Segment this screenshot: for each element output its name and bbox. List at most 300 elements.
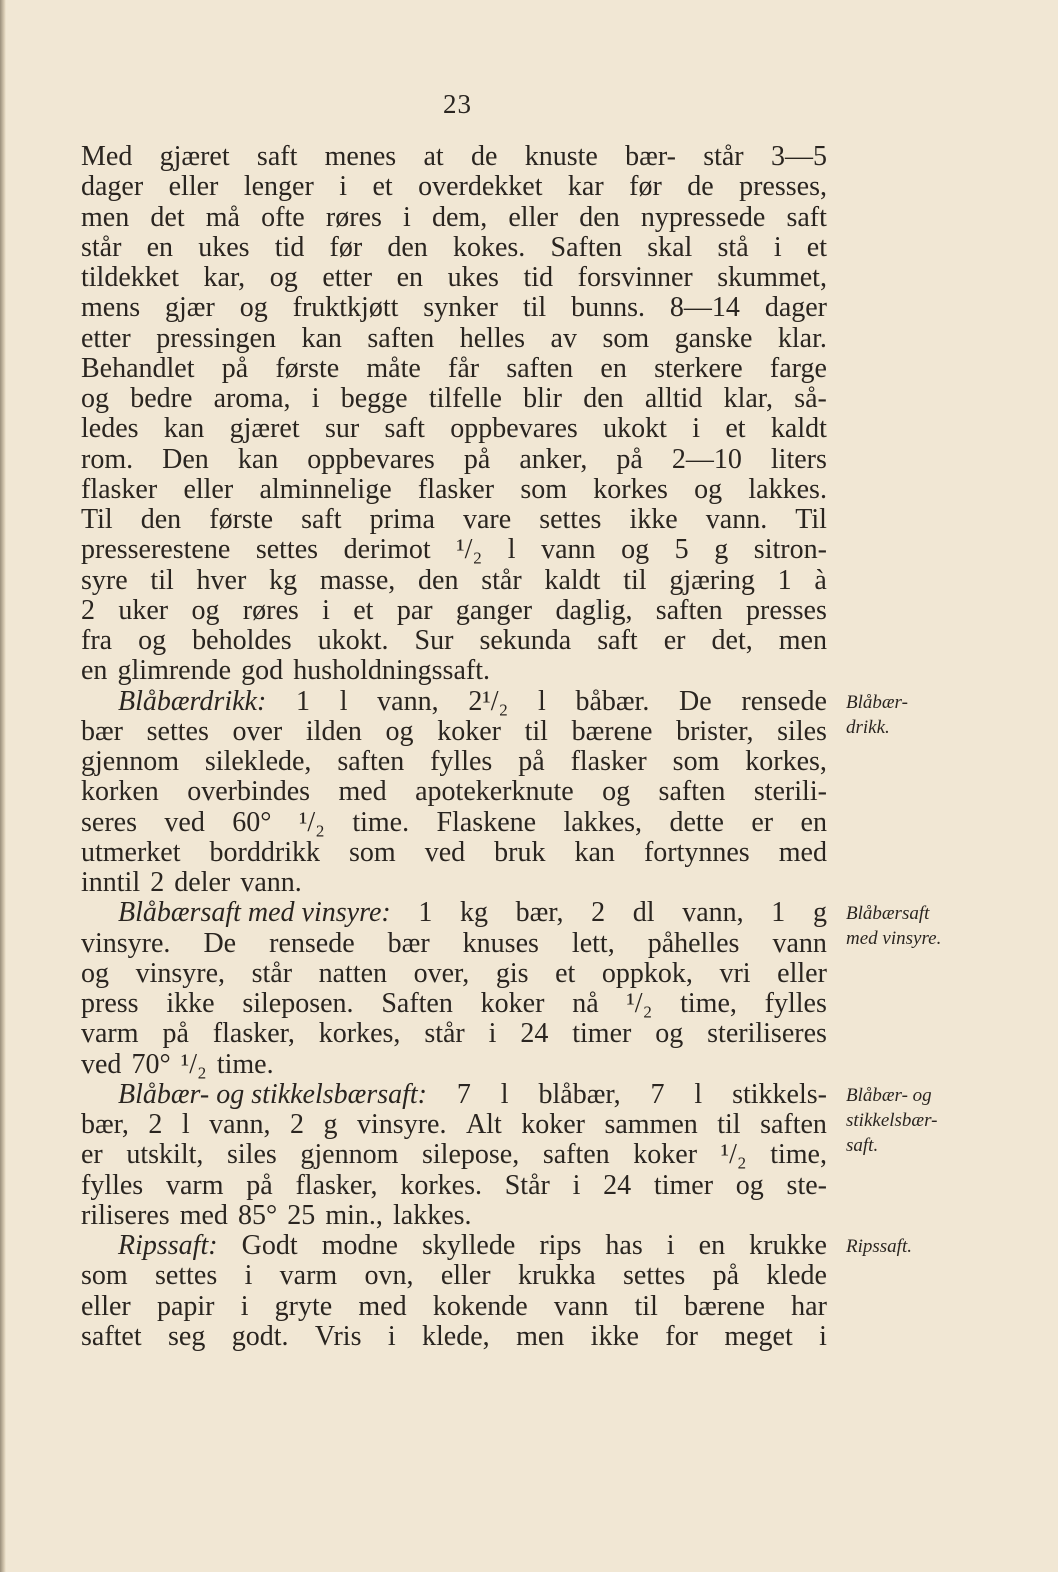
word: 24 [603, 1169, 632, 1201]
word: koker [480, 988, 545, 1019]
word: vann. [240, 867, 302, 898]
word: den [579, 201, 620, 233]
word: Til [795, 504, 827, 535]
margin-note-line: Blåbær- og [846, 1084, 932, 1106]
margin-note [846, 901, 941, 951]
word: steriliseres [707, 1018, 827, 1050]
text-line [81, 989, 827, 1019]
word: på [518, 746, 545, 777]
word: kokes. [452, 231, 526, 263]
word: l [507, 534, 516, 566]
text-line [81, 293, 827, 323]
word: eller [777, 957, 827, 989]
word: måte [366, 352, 421, 384]
text-line [81, 1201, 827, 1231]
word: 7 [650, 1078, 665, 1110]
word: på [712, 1260, 740, 1292]
word: i [339, 171, 347, 203]
word: til [717, 1109, 741, 1140]
word: sur [324, 413, 360, 445]
word: til [623, 564, 647, 596]
word: bruk [494, 836, 546, 868]
word: saften [760, 1109, 827, 1140]
word: gryte [274, 1290, 333, 1322]
word: et [725, 413, 746, 445]
word: lenger [243, 171, 314, 203]
word: bærene [684, 1290, 765, 1322]
word: i [773, 231, 782, 263]
word: er [663, 625, 686, 656]
word: sileklede, [204, 746, 312, 777]
word: apotekerknute [415, 776, 574, 808]
word: står [424, 1018, 465, 1050]
word: kar, [203, 262, 246, 293]
word: de [687, 171, 714, 203]
word: menes [324, 141, 397, 172]
word: ¹/₂ [626, 988, 653, 1019]
word: vann. [705, 504, 768, 535]
word: Til [81, 504, 113, 535]
word: l [537, 685, 546, 717]
word: vinsyre. [81, 927, 171, 959]
text-line [81, 1171, 827, 1201]
word: par [396, 594, 433, 626]
word: fortynnes [643, 836, 750, 868]
word: et [806, 231, 827, 263]
word: kar [567, 171, 604, 203]
word: oppkok, [601, 957, 693, 989]
word: sterili- [753, 776, 827, 808]
word: men [516, 1320, 565, 1352]
word: ikke [166, 988, 215, 1019]
text-line [81, 777, 827, 807]
word: fra [81, 625, 113, 656]
margin-note [846, 1083, 937, 1158]
word: som [520, 473, 567, 505]
word: l [694, 1078, 703, 1110]
word: 2 [591, 897, 606, 929]
word: korkes, [745, 746, 827, 777]
word: saft [384, 413, 425, 445]
text-line [81, 808, 827, 838]
word: 1 [771, 897, 786, 929]
word: tildekket [81, 262, 179, 293]
text-line [81, 1110, 827, 1140]
word: en [800, 806, 827, 838]
word: 24 [520, 1018, 549, 1050]
word: klar. [777, 322, 827, 354]
text-line [81, 324, 827, 354]
word: Sur [414, 625, 454, 656]
word: den [387, 231, 428, 263]
word: i [819, 1320, 827, 1352]
word: vann, [377, 685, 439, 717]
word: første [209, 504, 274, 535]
word: blir [523, 383, 562, 414]
margin-note-line: stikkelsbær- [846, 1109, 938, 1131]
word: saft [256, 141, 298, 172]
word: påhelles [647, 927, 740, 959]
word: korkes, [318, 1018, 401, 1050]
word: mens [81, 292, 141, 324]
word: over [232, 715, 283, 747]
word: ste- [786, 1169, 827, 1201]
text-line [81, 475, 827, 505]
word: utskilt, [126, 1139, 204, 1171]
word: 85° [238, 1199, 278, 1231]
word: kokende [432, 1290, 528, 1322]
word: saften [367, 322, 435, 354]
word: kan [574, 836, 615, 868]
word: vri [719, 957, 751, 989]
body-text [81, 142, 827, 1352]
word: på [162, 1018, 189, 1050]
word: begge [340, 383, 408, 414]
word: Står [504, 1169, 550, 1201]
word: båbær. [575, 685, 650, 717]
word: korkes [593, 473, 668, 505]
word: før [629, 171, 662, 203]
word: gjær [165, 292, 215, 324]
word: saften [655, 594, 723, 626]
margin-note-line: Ripssaft. [846, 1236, 912, 1257]
word: vann, [682, 897, 744, 929]
word: krukka [517, 1260, 596, 1292]
word: koker [437, 715, 501, 747]
margin-note-line: med vinsyre. [846, 928, 942, 950]
word: à [814, 564, 827, 596]
word: borddrikk [209, 836, 320, 868]
word: en [146, 231, 174, 263]
text-line [81, 838, 827, 868]
word: bunns. [571, 292, 645, 324]
word: natten [318, 957, 388, 989]
word: meget [724, 1320, 793, 1352]
margin-note-line: drikk. [846, 716, 890, 738]
word: brister, [676, 715, 754, 747]
text-line [81, 929, 827, 959]
word: ¹/₂ [180, 1048, 207, 1080]
word: for [665, 1320, 698, 1352]
recipe-title: Blåbær- og stikkelsbærsaft: [118, 1078, 427, 1110]
margin-note [846, 1234, 912, 1259]
page-number: 23 [443, 89, 472, 119]
text-line [81, 1019, 827, 1049]
recipe-title: Blåbærdrikk: [118, 685, 267, 717]
word: eller [508, 201, 559, 233]
word: på [246, 1169, 273, 1201]
word: ganger [455, 594, 533, 626]
word: klede, [422, 1320, 490, 1352]
word: skyllede [421, 1230, 516, 1261]
word: som [349, 836, 396, 868]
word: overdekket [418, 171, 543, 203]
text-line [81, 445, 827, 475]
word: etter [81, 322, 131, 354]
text-line [81, 1261, 827, 1291]
word: det [150, 201, 185, 233]
word: det, [711, 625, 753, 656]
margin-note-line: Blåbær- [846, 691, 908, 713]
text-line [81, 747, 827, 777]
word: får [448, 352, 480, 384]
word: l [181, 1109, 190, 1140]
word: eller [440, 1260, 491, 1292]
word: vann, [209, 1109, 271, 1140]
word: ilden [305, 715, 362, 747]
word: bedre [130, 383, 193, 414]
word: settes [146, 715, 209, 747]
word: og [239, 292, 268, 324]
word: ovn, [364, 1260, 414, 1292]
text-line [81, 687, 827, 717]
word: som [672, 746, 720, 777]
word: 60° [232, 806, 272, 838]
word: syre [81, 564, 128, 596]
word: står [703, 141, 744, 172]
word: lakkes. [748, 473, 827, 505]
text-line [81, 535, 827, 565]
text-line [81, 354, 827, 384]
word: stå [717, 231, 749, 263]
word: Vris [314, 1320, 362, 1352]
text-line [81, 263, 827, 293]
word: 1 [295, 685, 310, 717]
word: eller [183, 473, 234, 505]
word: fruktkjøtt [292, 292, 399, 324]
word: de [471, 141, 498, 172]
word: til [634, 1290, 658, 1322]
text-line [81, 203, 827, 233]
word: tid [523, 262, 554, 293]
word: time, [680, 988, 737, 1019]
word: vare [462, 504, 512, 535]
word: farge [769, 352, 827, 384]
word: og [191, 594, 220, 626]
text-line [81, 1292, 827, 1322]
text-line [81, 1080, 827, 1110]
word: flasker, [295, 1169, 378, 1201]
word: i [572, 1169, 581, 1201]
word: l [339, 685, 348, 717]
word: knuses [462, 927, 539, 959]
word: på [616, 443, 643, 475]
word: kg [459, 897, 488, 929]
word: saftet [81, 1320, 142, 1352]
word: stikkels- [732, 1078, 827, 1110]
word: settes [155, 1260, 218, 1292]
word: over, [413, 957, 470, 989]
word: saften [337, 746, 405, 777]
text-line [81, 172, 827, 202]
word: den [583, 383, 624, 414]
word: sterkere [654, 352, 743, 384]
word: ved [424, 836, 466, 868]
word: Saften [381, 988, 453, 1019]
word: has [605, 1230, 643, 1261]
word: en [81, 655, 108, 687]
word: som [602, 322, 650, 354]
word: klar, [723, 383, 773, 414]
word: settes [255, 534, 319, 566]
word: blåbær, [538, 1078, 621, 1110]
word: dem, [431, 201, 488, 233]
word: riliseres [81, 1199, 170, 1231]
word: et [372, 171, 393, 203]
word: prima [369, 504, 435, 535]
word: g [323, 1109, 338, 1140]
word: flasker [417, 473, 495, 505]
word: modne [321, 1230, 398, 1261]
word: deler [174, 867, 231, 898]
word: på [463, 443, 491, 475]
word: at [423, 141, 444, 172]
word: og [269, 262, 298, 293]
word: varm [81, 1018, 139, 1050]
word: siles [777, 715, 827, 747]
word: glimrende [117, 655, 232, 687]
word: 2—10 [671, 443, 742, 475]
word: bærene [571, 715, 653, 747]
word: på [221, 352, 249, 384]
word: g [714, 534, 729, 566]
word: beholdes [192, 625, 292, 656]
word: papir [156, 1290, 215, 1322]
word: utmerket [81, 836, 181, 868]
word: Med [81, 141, 133, 172]
word: en [396, 262, 424, 293]
word: saft [597, 625, 638, 656]
word: men [81, 201, 130, 233]
word: og [138, 625, 167, 656]
word: vann [541, 534, 596, 566]
word: koker [633, 1139, 698, 1171]
word: et [353, 594, 374, 626]
word: flasker [81, 473, 158, 505]
word: bær, [81, 1109, 129, 1140]
word: sammen [604, 1109, 698, 1140]
word: 2 [150, 867, 165, 898]
text-line [81, 142, 827, 172]
word: korkes. [400, 1169, 482, 1201]
word: 8—14 [669, 292, 740, 324]
margin-note [846, 690, 908, 740]
word: kan [237, 443, 279, 475]
word: time. [352, 806, 410, 838]
word: i [488, 1018, 497, 1050]
word: ved [164, 806, 205, 838]
word: alltid [644, 383, 703, 414]
word: i [403, 201, 411, 233]
word: god [241, 655, 284, 687]
word: første [275, 352, 340, 384]
word: klede [766, 1260, 827, 1292]
word: gjæret [159, 141, 230, 172]
word: til [524, 715, 548, 747]
word: med [179, 1199, 228, 1231]
word: aroma, [213, 383, 291, 414]
word: Saften [550, 231, 623, 263]
word: med [338, 776, 387, 808]
word: 1 [777, 564, 792, 596]
word: sileposen. [242, 988, 354, 1019]
text-line [81, 233, 827, 263]
text-line [81, 1140, 827, 1170]
word: nå [572, 988, 599, 1019]
word: har [791, 1290, 827, 1322]
word: men [778, 625, 827, 656]
word: av [550, 322, 577, 354]
word: og [655, 1018, 684, 1050]
word: dl [632, 897, 655, 929]
word: knuste [524, 141, 598, 172]
word: en [698, 1230, 726, 1261]
word: kg [269, 564, 298, 596]
word: 25 [287, 1199, 316, 1231]
word: kaldt [544, 564, 601, 596]
word: Alt [465, 1109, 502, 1140]
word: ved [81, 1048, 122, 1080]
word: Godt [241, 1230, 298, 1261]
word: min., [325, 1199, 383, 1231]
text-line [81, 1231, 827, 1261]
word: vann [772, 927, 827, 959]
word: i [240, 1290, 249, 1322]
word: varm [279, 1260, 338, 1292]
word: 3—5 [770, 141, 827, 172]
word: som [81, 1260, 128, 1292]
word: rensede [741, 685, 827, 717]
word: står [251, 957, 293, 989]
word: i [311, 383, 320, 414]
word: ukes [198, 231, 250, 263]
word: eller [81, 1290, 131, 1322]
word: i [692, 413, 701, 445]
word: press [81, 988, 139, 1019]
word: nypressede [640, 201, 766, 233]
word: overbindes [187, 776, 311, 808]
word: før [329, 231, 363, 263]
word: settes [539, 504, 602, 535]
word: røres [242, 594, 299, 626]
word: til [522, 292, 547, 324]
word: i [666, 1230, 675, 1261]
word: så- [794, 383, 827, 414]
text-line [81, 596, 827, 626]
word: saften [542, 1139, 610, 1171]
word: en [600, 352, 627, 384]
text-line [81, 898, 827, 928]
word: 70° [131, 1048, 171, 1080]
word: g [812, 897, 827, 929]
word: bær, [515, 897, 564, 929]
word: skal [647, 231, 693, 263]
word: rom. [81, 443, 134, 475]
word: ¹/₂ [456, 534, 483, 566]
word: må [205, 201, 240, 233]
word: Behandlet [81, 352, 195, 384]
word: lakkes. [393, 1199, 472, 1231]
word: masse, [319, 564, 396, 596]
word: ofte [261, 201, 305, 233]
word: dager [81, 171, 144, 203]
word: Den [162, 443, 209, 475]
word: saften [506, 352, 574, 384]
word: De [203, 927, 237, 959]
text-line [81, 566, 827, 596]
word: og [81, 957, 109, 989]
word: og [694, 473, 723, 505]
